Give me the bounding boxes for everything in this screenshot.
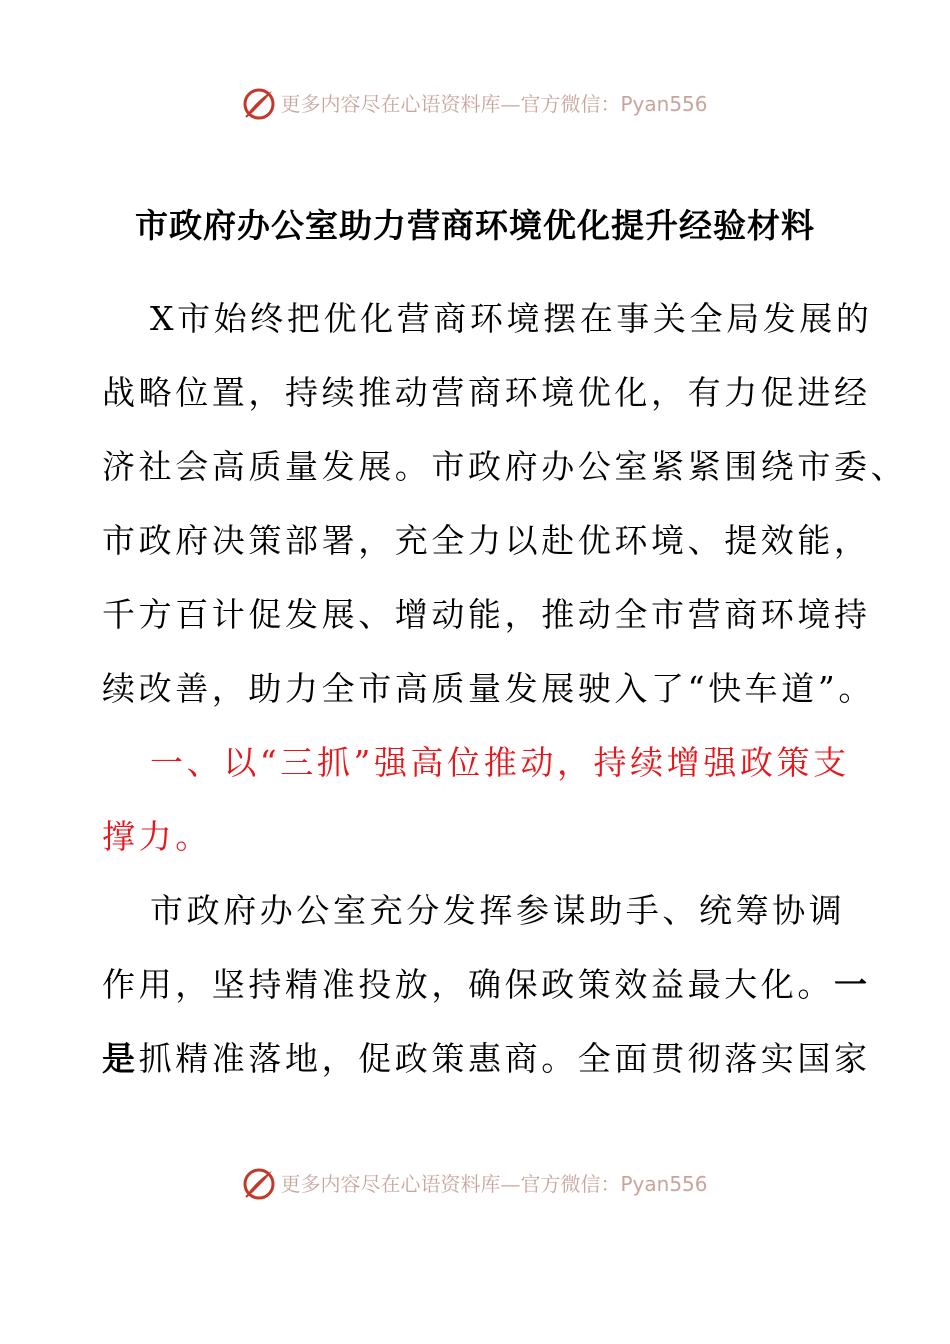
wechat-id: Pyan556 — [620, 92, 708, 116]
paragraph-line: 千方百计促发展、增动能，推动全市营商环境持 — [102, 595, 871, 634]
bold-marker-one: 一 — [834, 965, 871, 1004]
quill-logo-icon — [242, 87, 276, 121]
document-body — [102, 282, 908, 1096]
line-text: 抓精准落地，促政策惠商。全面贯彻落实国家 — [138, 1039, 871, 1078]
paragraph-line — [102, 948, 882, 1022]
paragraph-line: 续改善，助力全市高质量发展驶入了“快车道”。 — [102, 669, 875, 708]
paragraph-line: 战略位置，持续推动营商环境优化，有力促进经 — [102, 373, 871, 412]
paragraph-line: 济社会高质量发展。市政府办公室紧紧围绕市委、 — [102, 447, 908, 486]
banner-text — [280, 1164, 707, 1204]
quill-logo-icon — [242, 1167, 276, 1201]
paragraph-line: X市始终把优化营商环境摆在事关全局发展的 — [150, 299, 873, 338]
line-text: 作用，坚持精准投放，确保政策效益最大化。 — [102, 965, 834, 1004]
banner-text — [280, 84, 707, 124]
paragraph-line: 市政府决策部署，充全力以赴优环境、提效能， — [102, 521, 871, 560]
section-heading-line: 一、以“三抓”强高位推动，持续增强政策支 — [150, 743, 850, 782]
footer-banner — [0, 1164, 950, 1204]
wechat-id: Pyan556 — [620, 1172, 708, 1196]
document-title: 市政府办公室助力营商环境优化提升经验材料 — [135, 206, 815, 245]
banner-slogan: 更多内容尽在心语资料库—官方微信： — [280, 92, 621, 116]
paragraph-line: 市政府办公室充分发挥参谋助手、统筹协调 — [150, 891, 846, 930]
section-heading-line: 撑力。 — [102, 817, 212, 856]
header-banner — [0, 84, 950, 124]
banner-slogan: 更多内容尽在心语资料库—官方微信： — [280, 1172, 621, 1196]
bold-marker-is: 是 — [102, 1039, 139, 1078]
paragraph-line — [102, 1022, 882, 1096]
